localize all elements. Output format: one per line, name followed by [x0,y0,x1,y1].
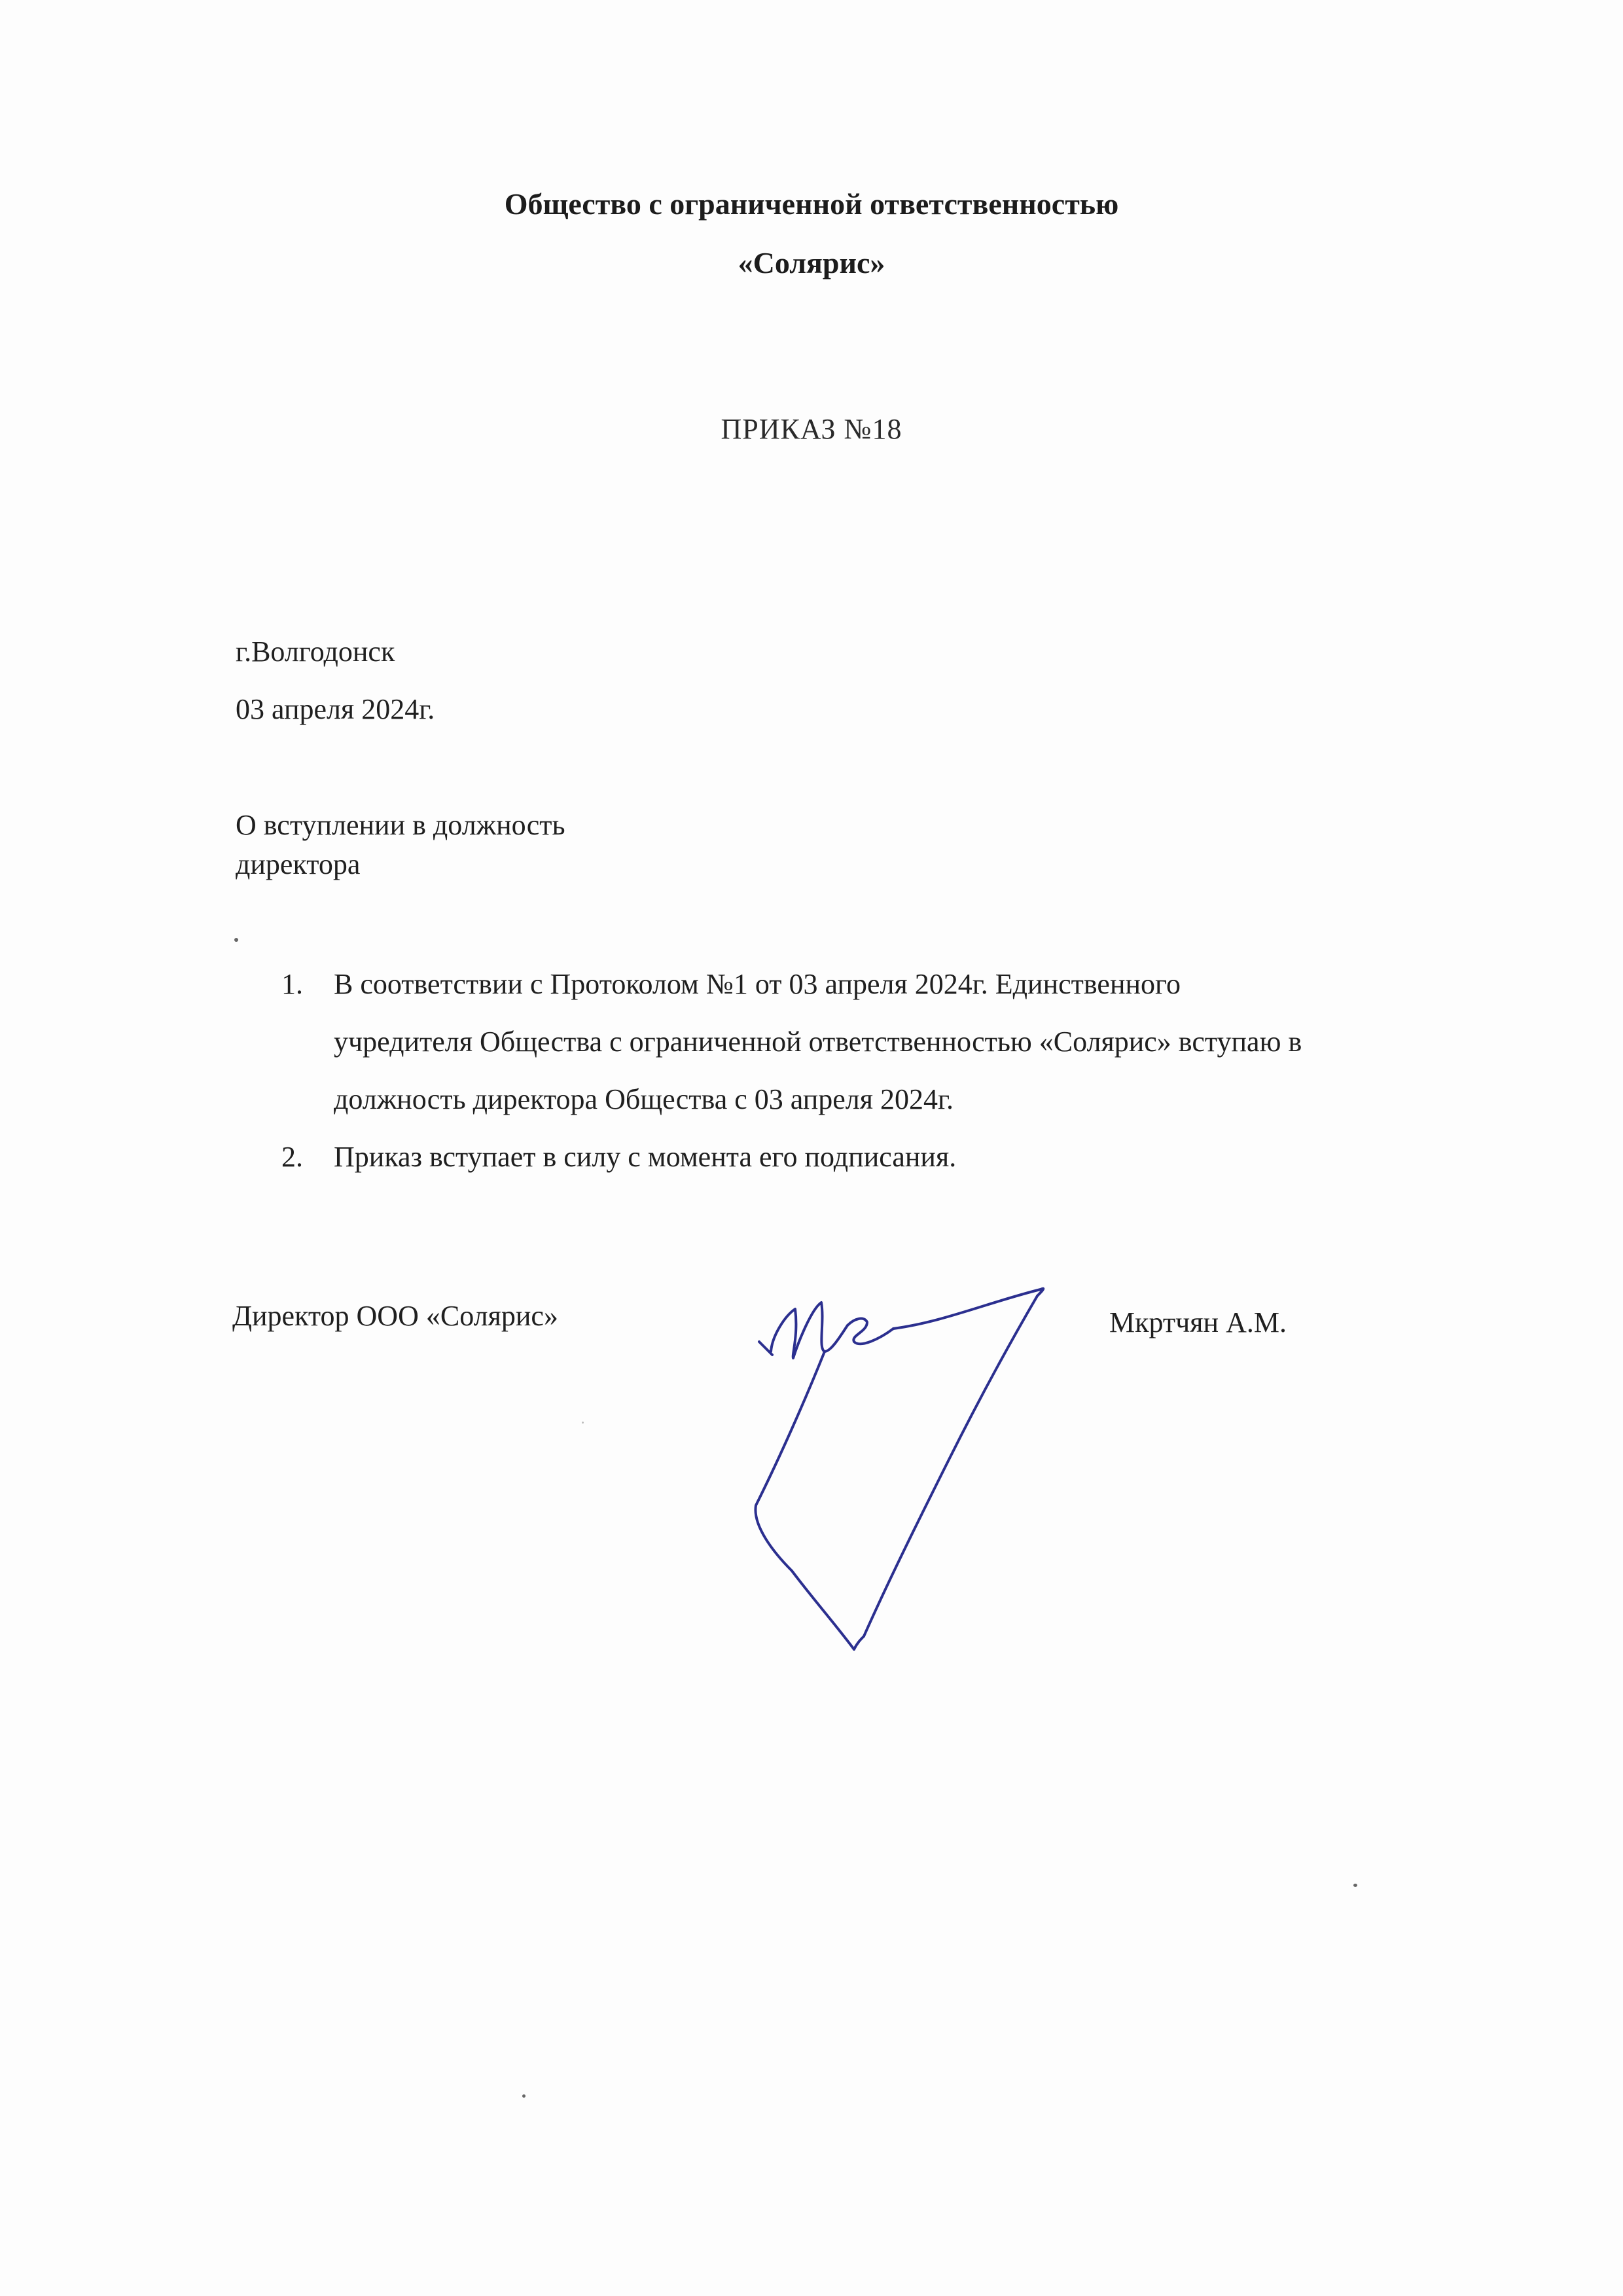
scan-speck [234,938,238,942]
list-item-line: должность директора Общества с 03 апреля 2024г. [334,1083,954,1115]
organization-brand: «Солярис» [738,246,885,279]
order-items-list [281,956,1479,1186]
list-item-line: В соответствии с Протоколом №1 от 03 апреля 2024г. Единственного [334,968,1181,1000]
handwritten-signature [733,1244,1073,1662]
order-date: 03 апреля 2024г. [236,693,435,725]
scan-speck [522,2094,526,2098]
signatory-name: Мкртчян А.М. [1109,1306,1287,1338]
city: г.Волгодонск [236,636,395,668]
organization-name: Общество с ограниченной ответственностью [504,187,1119,221]
list-item-number: 2. [281,1141,303,1173]
scan-speck [582,1422,584,1424]
list-item-text [334,1128,1479,1186]
list-item-line: Приказ вступает в силу с момента его подписания. [334,1141,957,1173]
list-item-number: 1. [281,968,303,1000]
list-item-line: учредителя Общества с ограниченной ответственностью «Солярис» вступаю в [334,1026,1302,1058]
signatory-position: Директор ООО «Солярис» [232,1300,558,1332]
list-item-text [334,956,1479,1128]
order-title: ПРИКАЗ №18 [721,413,902,445]
list-item [281,956,1479,1128]
subject-line-2: директора [236,848,361,880]
scan-speck [1353,1884,1357,1887]
subject-line-1: О вступлении в должность [236,809,565,841]
list-item [281,1128,1479,1186]
